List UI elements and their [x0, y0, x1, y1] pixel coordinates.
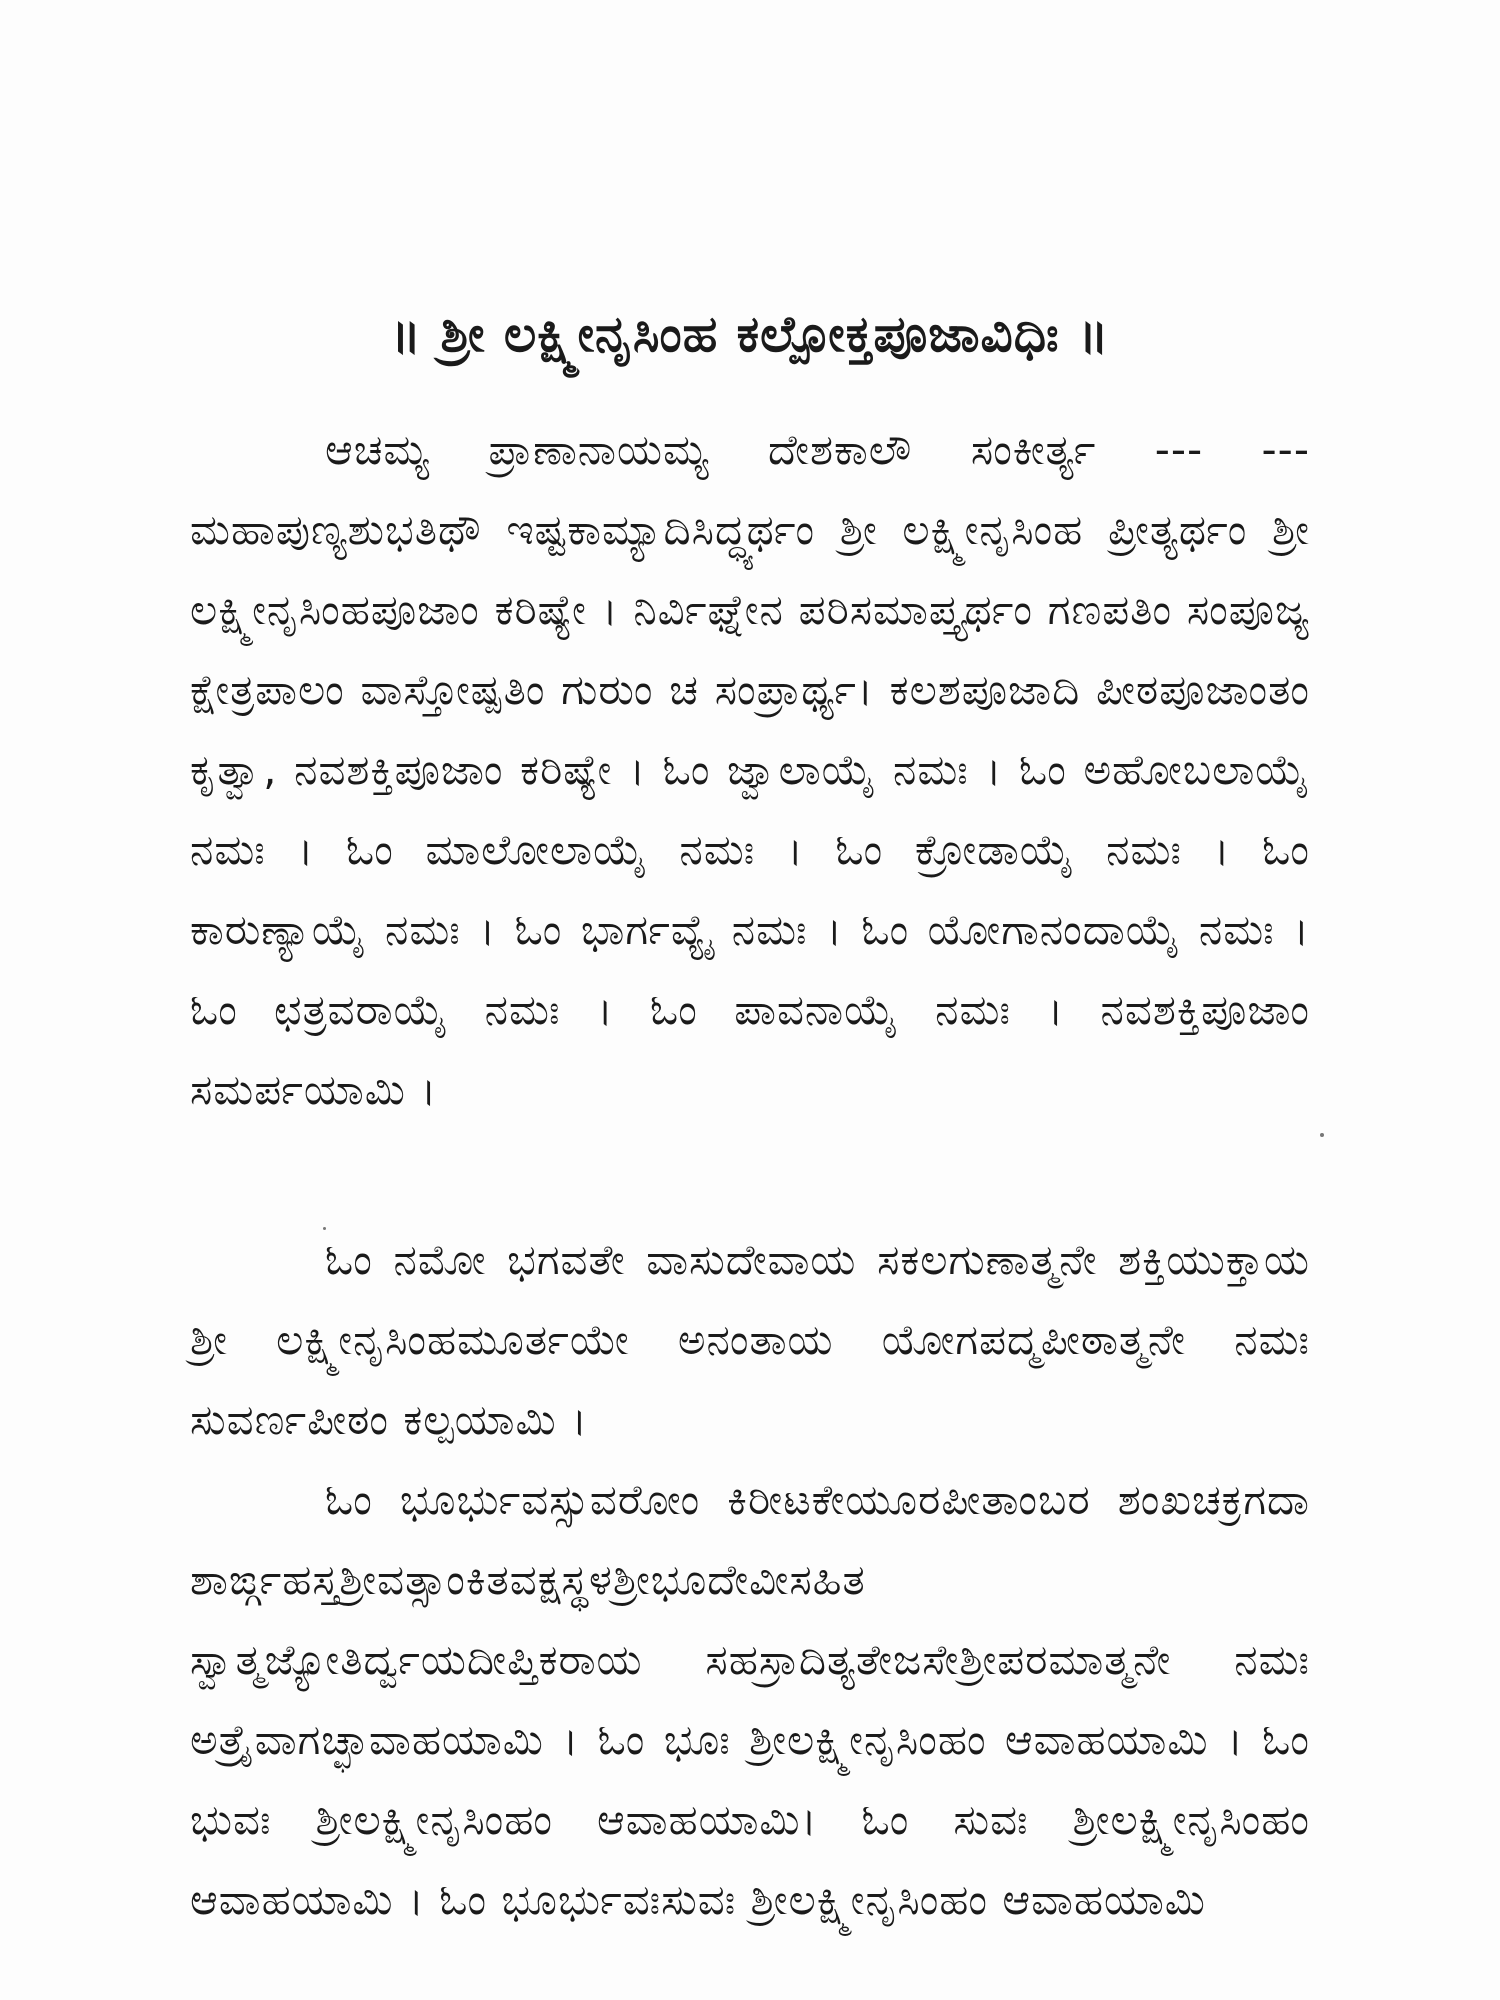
paragraph-1	[190, 410, 1310, 1130]
paragraph-2	[190, 1220, 1310, 1460]
paragraph-text: ಆಚಮ್ಯ ಪ್ರಾಣಾನಾಯಮ್ಯ ದೇಶಕಾಲೌ ಸಂಕೀರ್ತ್ಯ --- --- ಮಹಾಪುಣ್ಯಶುಭತಿಥೌ ಇಷ್ಟಕಾಮ್ಯಾದಿಸಿದ್ಧ್ಯರ್ಥಂ ಶ್ರೀ ಲಕ್ಷ್ಮೀನೃಸಿಂಹ ಪ್ರೀತ್ಯರ್ಥಂ ಶ್ರೀ ಲಕ್ಷ್ಮೀನೃಸಿಂಹಪೂಜಾಂ ಕರಿಷ್ಯೇ । ನಿರ್ವಿಘ್ನೇನ ಪರಿಸಮಾಪ್ತ್ಯರ್ಥಂ ಗಣಪತಿಂ ಸಂಪೂಜ್ಯ ಕ್ಷೇತ್ರಪಾಲಂ ವಾಸ್ತೋಷ್ಪತಿಂ ಗುರುಂ ಚ ಸಂಪ್ರಾರ್ಥ್ಯ। ಕಲಶಪೂಜಾದಿ ಪೀಠಪೂಜಾಂತಂ ಕೃತ್ವಾ, ನವಶಕ್ತಿಪೂಜಾಂ ಕರಿಷ್ಯೇ । ಓಂ ಜ್ವಾಲಾಯೈ ನಮಃ । ಓಂ ಅಹೋಬಲಾಯೈ ನಮಃ । ಓಂ ಮಾಲೋಲಾಯೈ ನಮಃ । ಓಂ ಕ್ರೋಡಾಯೈ ನಮಃ । ಓಂ ಕಾರುಣ್ಯಾಯೈ ನಮಃ । ಓಂ ಭಾರ್ಗವ್ಯೈ ನಮಃ । ಓಂ ಯೋಗಾನಂದಾಯೈ ನಮಃ । ಓಂ ಛತ್ರವರಾಯೈ ನಮಃ । ಓಂ ಪಾವನಾಯೈ ನಮಃ । ನವಶಕ್ತಿಪೂಜಾಂ ಸಮರ್ಪಯಾಮಿ ।	[190, 425, 1310, 1114]
scan-speck	[323, 1227, 326, 1230]
paragraph-text: ಓಂ ಭೂರ್ಭುವಸ್ಸುವರೋಂ ಕಿರೀಟಕೇಯೂರಪೀತಾಂಬರ ಶಂಖಚಕ್ರಗದಾ ಶಾರ್ಙ್ಗಹಸ್ತಶ್ರೀವತ್ಸಾಂಕಿತವಕ್ಷಸ್ಥಳಶ್ರೀಭೂದೇವೀಸಹಿತ ಸ್ವಾತ್ಮಜ್ಯೋತಿರ್ದ್ವಯದೀಪ್ತಿಕರಾಯ ಸಹಸ್ರಾದಿತ್ಯತೇಜಸೇಶ್ರೀಪರಮಾತ್ಮನೇ ನಮಃ ಅತ್ರೈವಾಗಚ್ಛಾವಾಹಯಾಮಿ । ಓಂ ಭೂಃ ಶ್ರೀಲಕ್ಷ್ಮೀನೃಸಿಂಹಂ ಆವಾಹಯಾಮಿ । ಓಂ ಭುವಃ ಶ್ರೀಲಕ್ಷ್ಮೀನೃಸಿಂಹಂ ಆವಾಹಯಾಮಿ। ಓಂ ಸುವಃ ಶ್ರೀಲಕ್ಷ್ಮೀನೃಸಿಂಹಂ ಆವಾಹಯಾಮಿ । ಓಂ ಭೂರ್ಭುವಃಸುವಃ ಶ್ರೀಲಕ್ಷ್ಮೀನೃಸಿಂಹಂ ಆವಾಹಯಾಮಿ	[190, 1475, 1310, 1924]
paragraph-text: ಓಂ ನಮೋ ಭಗವತೇ ವಾಸುದೇವಾಯ ಸಕಲಗುಣಾತ್ಮನೇ ಶಕ್ತಿಯುಕ್ತಾಯ ಶ್ರೀ ಲಕ್ಷ್ಮೀನೃಸಿಂಹಮೂರ್ತಯೇ ಅನಂತಾಯ ಯೋಗಪದ್ಮಪೀಠಾತ್ಮನೇ ನಮಃ ಸುವರ್ಣಪೀಠಂ ಕಲ್ಪಯಾಮಿ ।	[190, 1235, 1310, 1444]
paragraph-3	[190, 1460, 1310, 1940]
scan-speck	[1320, 1133, 1324, 1137]
document-title: ॥ ಶ್ರೀ ಲಕ್ಷ್ಮೀನೃಸಿಂಹ ಕಲ್ಪೋಕ್ತಪೂಜಾವಿಧಿಃ ॥	[390, 305, 1110, 363]
